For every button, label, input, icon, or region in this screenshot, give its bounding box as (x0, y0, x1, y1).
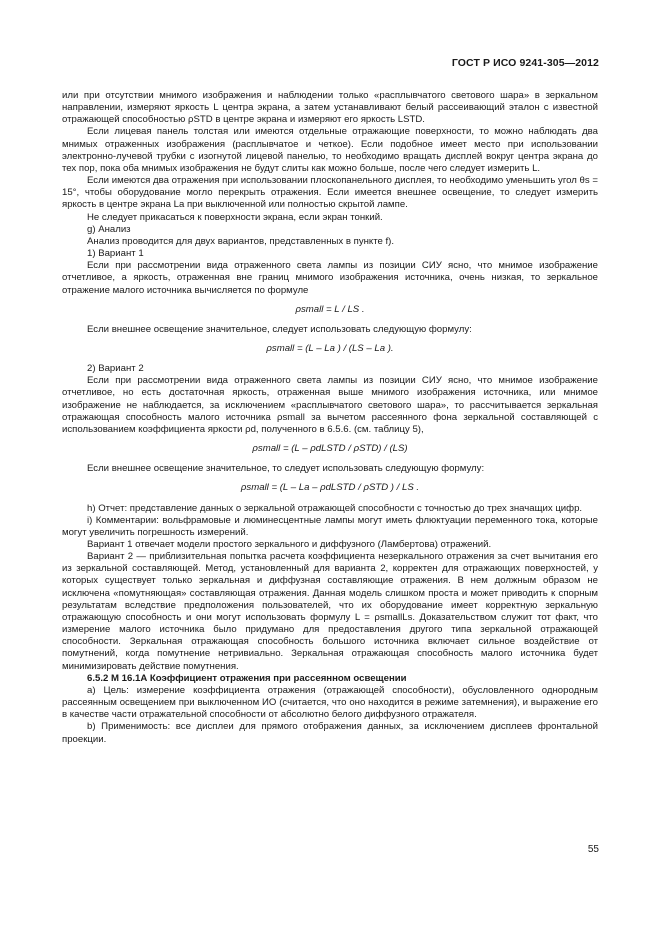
paragraph: Если внешнее освещение значительное, то следует использовать следующую формулу: (87, 463, 485, 475)
page-number: 55 (587, 844, 599, 855)
document-header: ГОСТ Р ИСО 9241-305—2012 (451, 57, 599, 69)
paragraph: или при отсутствии мнимого изображения и наблюдении только «расплывчатого светового шара» в зеркальном направлении, измеряют яркость L центра экрана, а затем устанавливают белый рассеивающий эталон с известной отражающей способностью ρSTD в центре экрана и измеряют его яркость LSTD. (62, 90, 598, 126)
paragraph: Вариант 2 — приблизительная попытка расчета коэффициента незеркального отражения за счет вычитания его из зеркальной составляющей. Метод, установленный для варианта 2, корректен для отражающих поверхностей, у которых существует только зеркальная и диффузная составляющие отражения. В нем должным образом не исключена «помутняющая» составляющая отражения. Данная модель слишком проста и может приводить к спорным результатам вследствие предположения пользователей, что их оборудование имеет корректную зеркальную отражающую способность и они могут использовать формулу L = ρsmallLs. Доказательством служит тот факт, что измерение малого источника было придумано для предоставления другого типа зеркальной отражающей способности. Зеркальная отражающая способность большого источника включает сильное воздействие от помутнений, когда помутнение нетривиально. Зеркальная отражающая способность малого источника будет минимизировать действие помутнения. (62, 551, 598, 672)
page-body (62, 90, 598, 746)
paragraph: h) Отчет: представление данных о зеркальной отражающей способности с точностью до трех значащих цифр. (87, 502, 583, 514)
formula: ρsmall = (L – ρdLSTD / ρSTD) / (LS) (252, 443, 408, 455)
paragraph: Если внешнее освещение значительное, следует использовать следующую формулу: (87, 323, 472, 335)
paragraph: Если лицевая панель толстая или имеются отдельные отражающие поверхности, то можно наблюдать два мнимых отраженных изображения (расплывчатое и четкое). Если подобное имеет место при использовании электронно-лучевой трубки с изогнутой лицевой панелью, то необходимо вращать дисплей вокруг центра экрана до тех пор, пока оба мнимых изображения не будут слиты как можно больше, после чего следует измерить L. (62, 126, 598, 174)
paragraph: i) Комментарии: вольфрамовые и люминесцентные лампы могут иметь флюктуации переменного тока, которые могут увеличить погрешность измерений. (62, 514, 598, 538)
paragraph: Если имеются два отражения при использовании плоскопанельного дисплея, то необходимо уменьшить угол θs = 15°, чтобы оборудование могло перекрыть отражения. Если имеется внешнее освещение, то следует измерить яркость в центре экрана La при выключенной или полностью скрытой лампе. (62, 175, 598, 211)
paragraph: Вариант 1 отвечает модели простого зеркального и диффузного (Ламбертова) отражений. (87, 539, 492, 550)
subsection-label: g) Анализ (87, 223, 131, 235)
paragraph: Если при рассмотрении вида отраженного света лампы из позиции СИУ ясно, что мнимое изображение отчетливое, но есть достаточная яркость, отраженная выше мнимого изображения источника, или мнимое изображение не наблюдается, за исключением «расплывчатого светового шара», то рассчитывается зеркальная отражающая способность малого источника ρsmall за вычетом рассеянного фона зеркальной составляющей с использованием коэффициента яркости ρd, полученного в 6.5.6. (см. таблицу 5), (62, 375, 598, 435)
section-heading: 6.5.2 М 16.1А Коэффициент отражения при рассеянном освещении (87, 672, 407, 684)
paragraph: а) Цель: измерение коэффициента отражения (отражающей способности), обусловленного однородным рассеянным освещением при выключенном ИО (считается, что оно находится в режиме затемнения), и выражение его в качестве части отражательной способности от абсолютно белого диффузного отражателя. (62, 684, 598, 721)
variant-label: 2) Вариант 2 (87, 363, 144, 375)
paragraph: b) Применимость: все дисплеи для прямого отображения данных, за исключением дисплеев фронтальной проекции. (62, 721, 598, 745)
formula: ρsmall = (L – La ) / (LS – La ). (266, 342, 394, 354)
formula: ρsmall = (L – La – ρdLSTD / ρSTD ) / LS . (240, 482, 420, 494)
variant-label: 1) Вариант 1 (87, 248, 144, 260)
formula: ρsmall = L / LS . (295, 303, 365, 315)
paragraph: Если при рассмотрении вида отраженного света лампы из позиции СИУ ясно, что мнимое изображение отчетливое, а яркость, отраженная вне границ мнимого изображения источника, очень низкая, то зеркальное отражение малого источника вычисляется по формуле (62, 260, 598, 296)
paragraph: Не следует прикасаться к поверхности экрана, если экран тонкий. (87, 211, 383, 223)
paragraph: Анализ проводится для двух вариантов, представленных в пункте f). (87, 235, 395, 247)
